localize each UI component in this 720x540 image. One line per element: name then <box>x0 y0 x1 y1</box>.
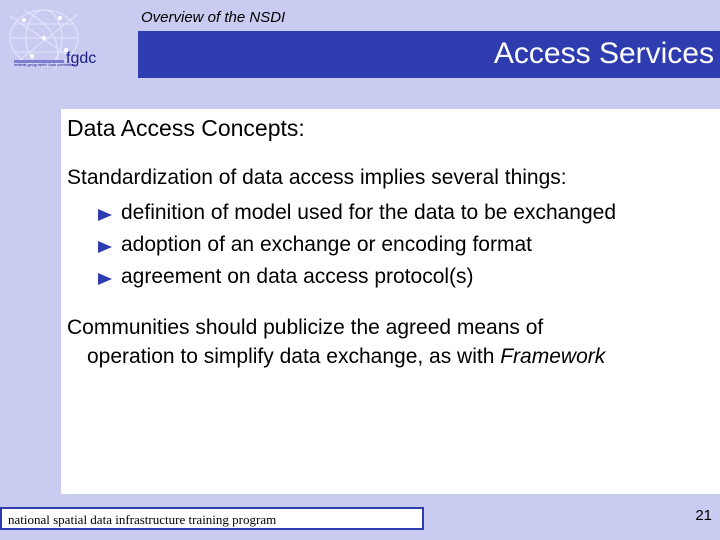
intro-text: Standardization of data access implies several things: <box>67 166 567 189</box>
bullet-item <box>98 229 616 261</box>
paragraph-line-2 <box>67 342 707 371</box>
page-number: 21 <box>695 507 712 524</box>
bullet-item <box>98 261 616 293</box>
bullet-text: agreement on data access protocol(s) <box>121 265 474 288</box>
logo-text: fgdc <box>66 50 97 67</box>
bullet-list <box>98 197 616 293</box>
paragraph-line-1: Communities should publicize the agreed means of <box>67 316 544 339</box>
footer-program-label: national spatial data infrastructure training program <box>2 509 422 528</box>
bullet-item <box>98 197 616 229</box>
framework-term: Framework <box>500 345 606 368</box>
triangle-bullet-icon <box>98 273 112 285</box>
triangle-bullet-icon <box>98 209 112 221</box>
fgdc-logo <box>4 6 130 76</box>
slide-title: Access Services <box>493 37 714 70</box>
title-bar <box>138 31 720 78</box>
bullet-text: definition of model used for the data to be exchanged <box>121 201 617 224</box>
overview-label: Overview of the NSDI <box>141 9 286 26</box>
triangle-bullet-icon <box>98 241 112 253</box>
section-heading: Data Access Concepts: <box>67 115 305 141</box>
bullet-text: adoption of an exchange or encoding format <box>121 233 532 256</box>
communities-paragraph <box>67 313 707 371</box>
footer-bar <box>0 507 424 530</box>
logo-tagline: federal geographic data committee <box>14 62 76 67</box>
paragraph-line-2-text: operation to simplify data exchange, as with <box>87 345 501 368</box>
